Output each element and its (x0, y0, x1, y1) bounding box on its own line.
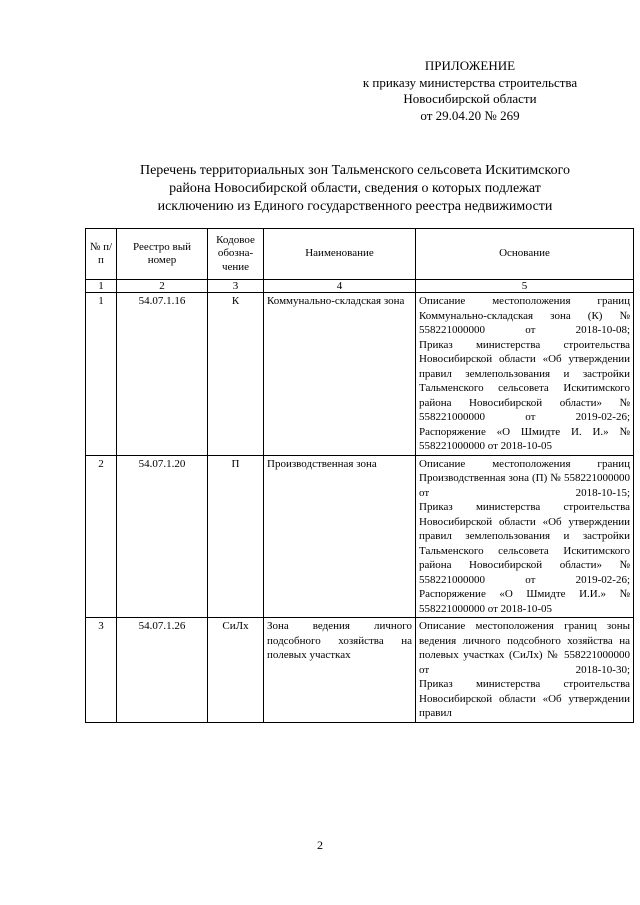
row-basis (416, 293, 634, 456)
table-row (86, 455, 634, 618)
title-line-2: района Новосибирской области, сведения о которых подлежат (169, 181, 541, 196)
appendix-label: ПРИЛОЖЕНИЕ (424, 58, 516, 73)
column-number: 5 (416, 280, 634, 293)
row-reg-number: 54.07.1.16 (117, 293, 208, 456)
basis-item: Распоряжение «О Шмидте И.И.» № 558221000000 от 2018-10-05 (419, 588, 630, 615)
header-code: Кодовое обозна-чение (208, 229, 264, 280)
row-code: П (208, 455, 264, 618)
basis-item: Распоряжение «О Шмидте И. И.» № 558221000000 от 2018-10-05 (419, 425, 630, 452)
basis-item: Приказ министерства строительства Новосибирской области «Об утверждении правил (419, 678, 630, 719)
appendix-order-ref: к приказу министерства строительства (362, 74, 578, 90)
row-reg-number: 54.07.1.26 (117, 618, 208, 723)
header-reg-number: Реестро вый номер (117, 229, 208, 280)
appendix-header (300, 58, 640, 124)
row-num: 1 (86, 293, 117, 456)
row-reg-number: 54.07.1.20 (117, 455, 208, 618)
table-row (86, 618, 634, 723)
column-number: 1 (86, 280, 117, 293)
row-name: Коммунально-складская зона (264, 293, 416, 456)
basis-item: Описание местоположения границ Коммунально-складская зона (К) № 558221000000 от 2018-10-08; (419, 295, 630, 336)
page-number: 2 (317, 838, 323, 852)
basis-item: Приказ министерства строительства Новосибирской области «Об утверждении правил землепользования и застройки Тальменского сельсовета Искитимского района Новосибирской области» № 558221000000 от 2019-02-26; (419, 501, 630, 586)
column-number: 4 (264, 280, 416, 293)
table-row (86, 293, 634, 456)
zones-table (85, 228, 634, 723)
column-number-row (86, 280, 634, 293)
row-name: Производственная зона (264, 455, 416, 618)
row-name-text: Зона ведения личного подсобного хозяйства на полевых участках (267, 620, 412, 661)
table-header-row (86, 229, 634, 280)
header-basis: Основание (416, 229, 634, 280)
title-line-3: исключению из Единого государственного реестра недвижимости (157, 199, 553, 214)
row-basis (416, 455, 634, 618)
row-num: 2 (86, 455, 117, 618)
row-code: К (208, 293, 264, 456)
row-name (264, 618, 416, 723)
title-line-1: Перечень территориальных зон Тальменского сельсовета Искитимского (139, 163, 570, 178)
document-title (100, 162, 610, 216)
appendix-date-number: от 29.04.20 № 269 (420, 107, 520, 123)
basis-item: Описание местоположения границ Производственная зона (П) № 558221000000 от 2018-10-15; (419, 457, 630, 499)
column-number: 2 (117, 280, 208, 293)
basis-item: Приказ министерства строительства Новосибирской области «Об утверждении правил землепользования и застройки Тальменского сельсовета Искитимского района Новосибирской области» № 558221000000 от 2019-02-26; (419, 338, 630, 423)
appendix-region: Новосибирской области (403, 91, 537, 106)
basis-item: Описание местоположения границ зоны ведения личного подсобного хозяйства на полевых участках (СиЛх) № 558221000000 от 2018-10-30; (419, 620, 630, 676)
column-number: 3 (208, 280, 264, 293)
row-num: 3 (86, 618, 117, 723)
header-num: № п/п (86, 229, 117, 280)
row-basis (416, 618, 634, 723)
header-name: Наименование (264, 229, 416, 280)
row-code: СиЛх (208, 618, 264, 723)
